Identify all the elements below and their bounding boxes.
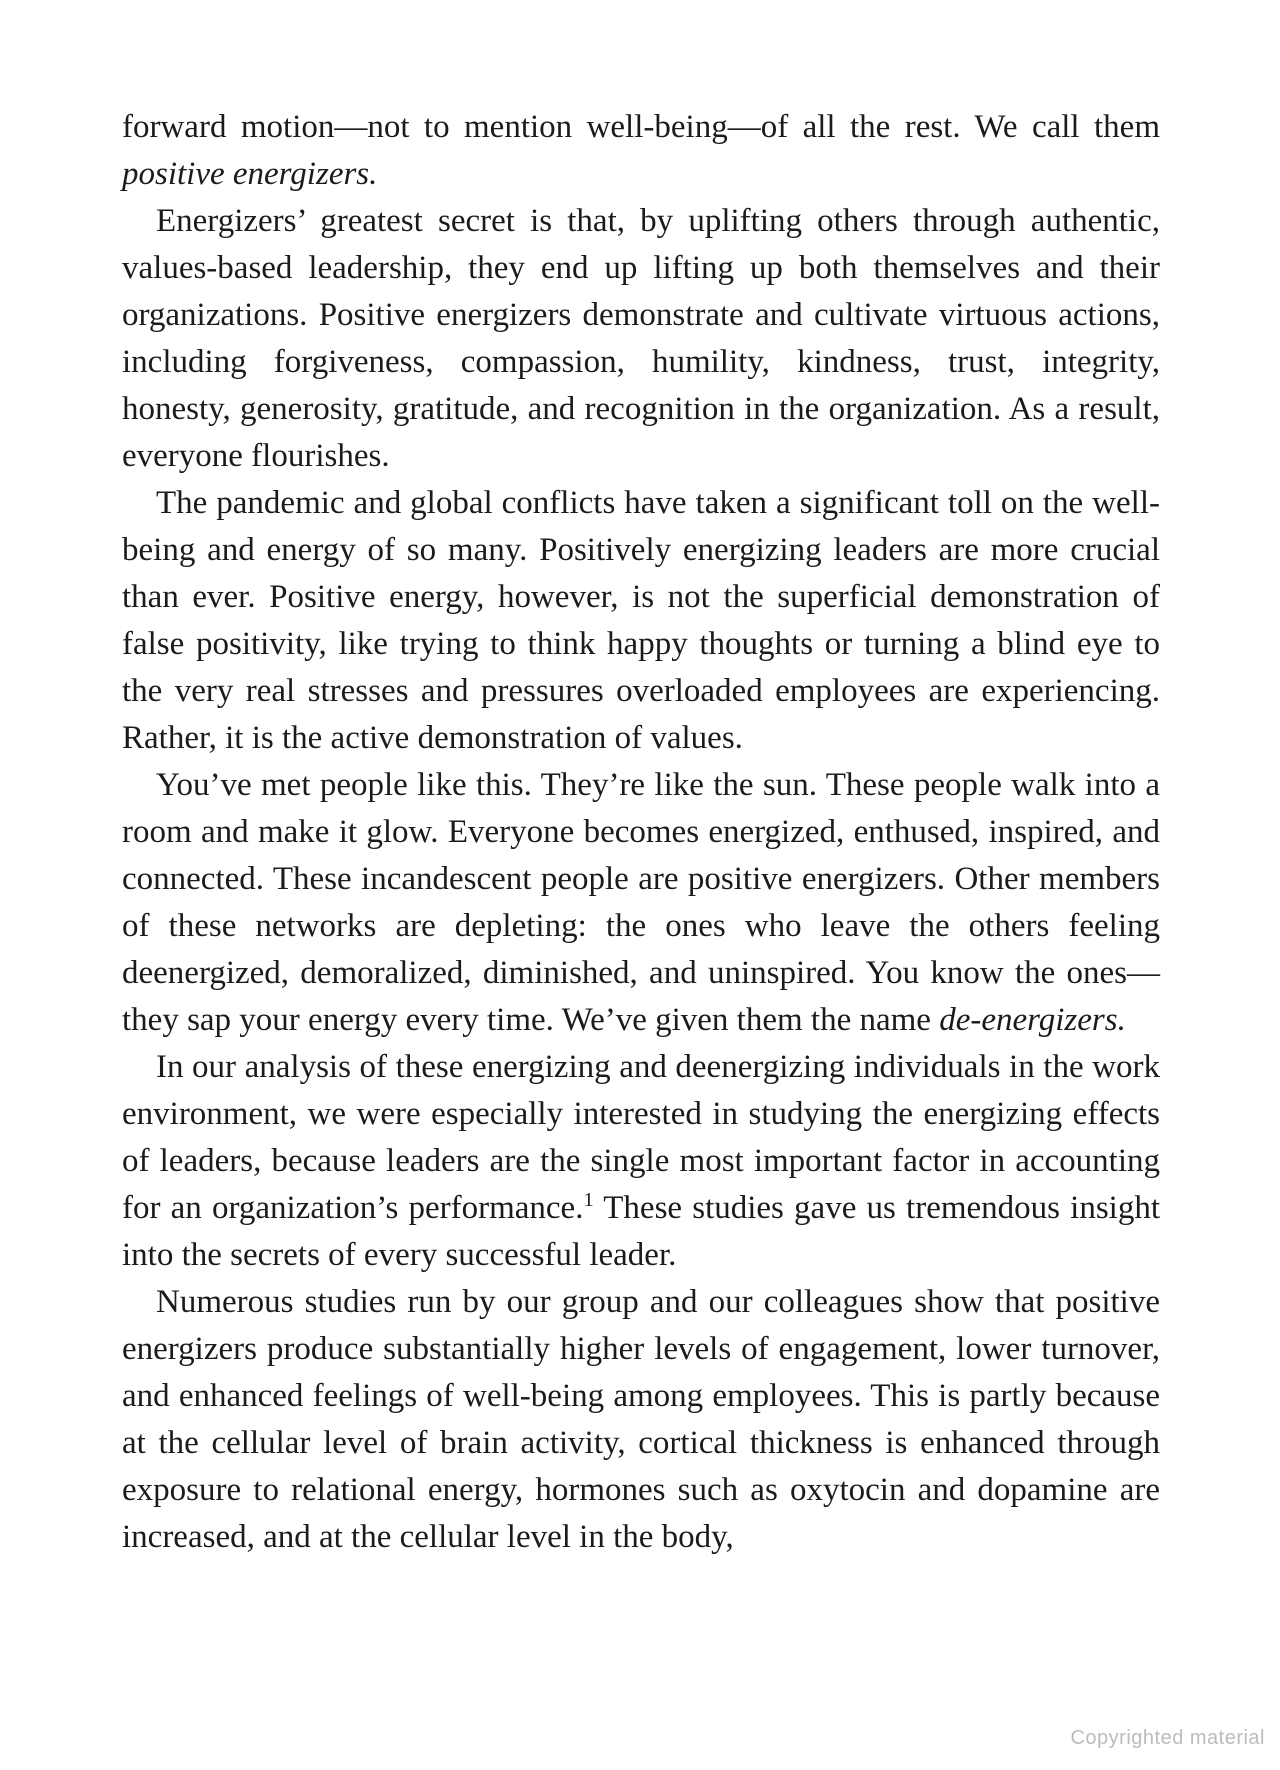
page-text	[122, 104, 1160, 1561]
body-text-run: Energizers’ greatest secret is that, by uplifting others through authentic, values-based leadership, they end up lifting up both themselves and their organizations. Positive energizers demonstrate and cultivate virtuous actions, including forgiveness, compassion, humility, kindness, trust, integrity, honesty, generosity, gratitude, and recognition in the organization. As a result, everyone flourishes.	[122, 203, 1160, 474]
paragraph	[122, 104, 1160, 198]
body-text-run: You’ve met people like this. They’re like the sun. These people walk into a room and make it glow. Everyone becomes energized, enthused, inspired, and connected. These incandescent people are positive energizers. Other members of these networks are depleting: the ones who leave the others feeling deenergized, demoralized, diminished, and uninspired. You know the ones—they sap your energy every time. We’ve given them the name	[122, 767, 1160, 1038]
emphasized-text: positive energizers.	[122, 156, 378, 192]
paragraph	[122, 198, 1160, 480]
body-text-run: These studies gave us tremendous insight into the secrets of every successful leader.	[122, 1190, 1161, 1273]
paragraph	[122, 480, 1160, 762]
body-text-run: Numerous studies run by our group and our colleagues show that positive energizers produce substantially higher levels of engagement, lower turnover, and enhanced feelings of well-being among employees. This is partly because at the cellular level of brain activity, cortical thickness is enhanced through exposure to relational energy, hormones such as oxytocin and dopamine are increased, and at the cellular level in the body,	[122, 1284, 1160, 1555]
paragraph	[122, 1044, 1160, 1279]
body-text-run: The pandemic and global conflicts have taken a significant toll on the well-being and energy of so many. Positively energizing leaders are more crucial than ever. Positive energy, however, is not the superficial demonstration of false positivity, like trying to think happy thoughts or turning a blind eye to the very real stresses and pressures overloaded employees are experiencing. Rather, it is the active demonstration of values.	[122, 485, 1160, 756]
paragraph	[122, 762, 1160, 1044]
emphasized-text: de-energizers.	[939, 1002, 1126, 1038]
body-text-run: forward motion—not to mention well-being—of all the rest. We call them	[122, 109, 1160, 145]
body-text-run: In our analysis of these energizing and deenergizing individuals in the work environment, we were especially interested in studying the energizing effects of leaders, because leaders are the single most important factor in accounting for an organization’s performance.	[122, 1049, 1160, 1226]
paragraph	[122, 1279, 1160, 1561]
footnote-reference: 1	[583, 1189, 594, 1211]
copyright-label: Copyrighted material	[1070, 1727, 1265, 1749]
